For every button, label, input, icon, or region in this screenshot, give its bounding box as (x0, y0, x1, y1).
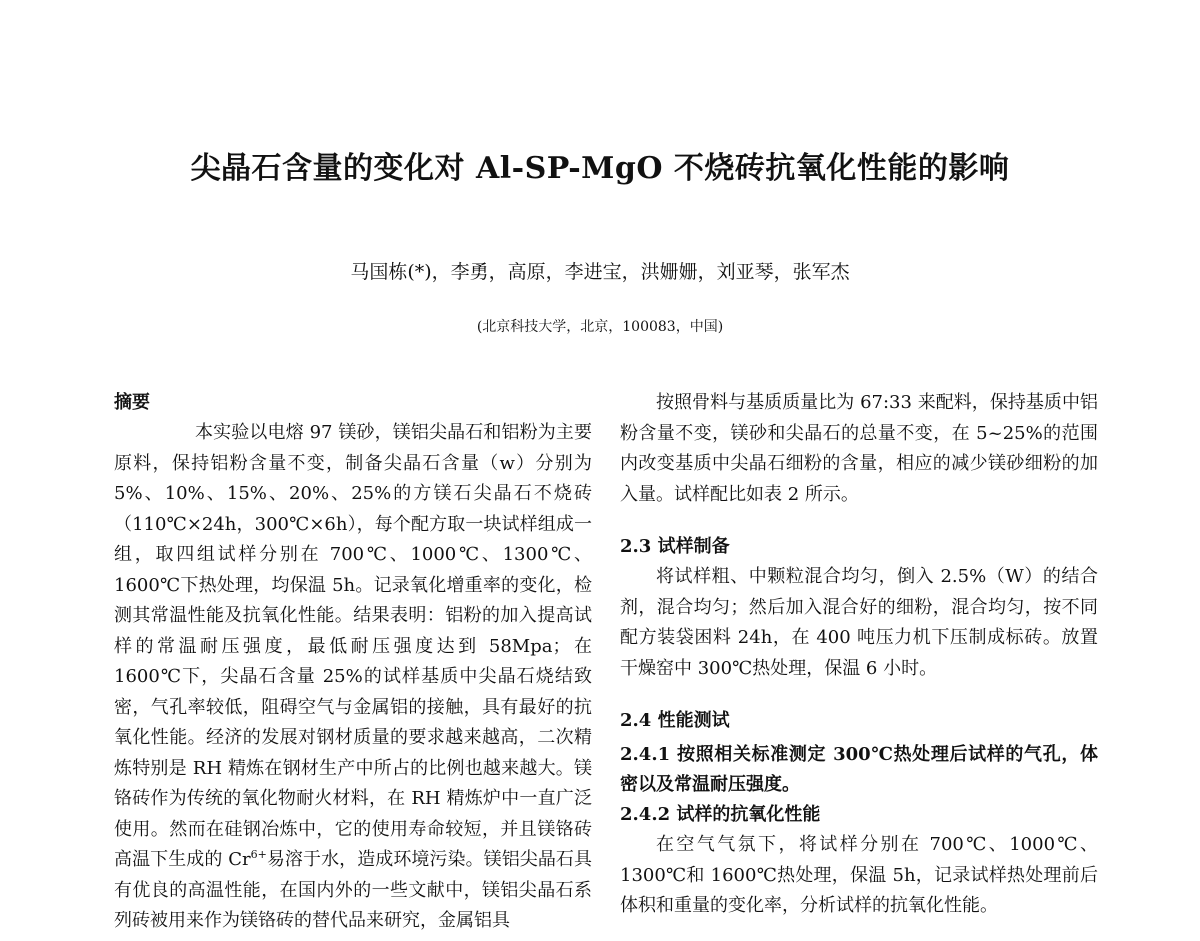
abstract-heading: 摘要 (114, 392, 150, 413)
paper-title: 尖晶石含量的变化对 Al-SP-MgO 不烧砖抗氧化性能的影响 (190, 151, 1010, 186)
section-2-4-1-heading: 2.4.1 按照相关标准测定 300℃热处理后试样的气孔，体密以及常温耐压强度。 (620, 744, 1098, 795)
left-column (114, 388, 592, 937)
chromium-superscript: 6+ (250, 848, 267, 861)
author-list: 马国栋(*)，李勇，高原，李进宝，洪姗姗，刘亚琴，张军杰 (350, 261, 850, 283)
abstract-body (114, 418, 592, 937)
section-2-3-body: 将试样粗、中颗粒混合均匀，倒入 2.5%（W）的结合剂，混合均匀；然后加入混合好的细粉，混合均匀，按不同配方装袋困料 24h，在 400 吨压力机下压制成标砖。放置干燥窑中 300℃热处理，保温 6 小时。 (620, 566, 1098, 679)
section-2-4-heading: 2.4 性能测试 (620, 710, 730, 731)
abstract-body-continued: 易溶于水，造成环境污染。镁铝尖晶石具有优良的高温性能，在国内外的一些文献中，镁铝尖晶石系列砖被用来作为镁铬砖的替代品来研究，金属铝具 (114, 849, 592, 931)
section-2-4-2-body: 在空气气氛下，将试样分别在 700℃、1000℃、1300℃和 1600℃热处理，保温 5h，记录试样热处理前后体积和重量的变化率，分析试样的抗氧化性能。 (620, 834, 1098, 916)
right-column (620, 388, 1098, 922)
section-2-3-heading: 2.3 试样制备 (620, 536, 730, 557)
affiliation: (北京科技大学，北京，100083，中国) (476, 319, 724, 335)
abstract-body-text: 本实验以电熔 97 镁砂，镁铝尖晶石和铝粉为主要原料，保持铝粉含量不变，制备尖晶石含量（w）分别为 5%、10%、15%、20%、25%的方镁石尖晶石不烧砖（110℃×24h，300℃×6h），每个配方取一块试样组成一组，取四组试样分别在 700℃、1000℃、1300℃、1600℃下热处理，均保温 5h。记录氧化增重率的变化，检测其常温性能及抗氧化性能。结果表明：铝粉的加入提高试样的常温耐压强度，最低耐压强度达到 58Mpa；在 1600℃下，尖晶石含量 25%的试样基质中尖晶石烧结致密，气孔率较低，阻碍空气与金属铝的接触，具有最好的抗氧化性能。经济的发展对钢材质量的要求越来越高，二次精炼特别是 RH 精炼在钢材生产中所占的比例也越来越大。镁铬砖作为传统的氧化物耐火材料，在 RH 精炼炉中一直广泛使用。然而在硅钢冶炼中，它的使用寿命较短，并且镁铬砖高温下生成的 Cr (114, 422, 592, 870)
section-2-4-2-heading: 2.4.2 试样的抗氧化性能 (620, 804, 821, 825)
formulation-paragraph: 按照骨料与基质质量比为 67:33 来配料，保持基质中铝粉含量不变，镁砂和尖晶石的总量不变，在 5~25%的范围内改变基质中尖晶石细粉的含量，相应的减少镁砂细粉的加入量。试样配比如表 2 所示。 (620, 392, 1098, 505)
